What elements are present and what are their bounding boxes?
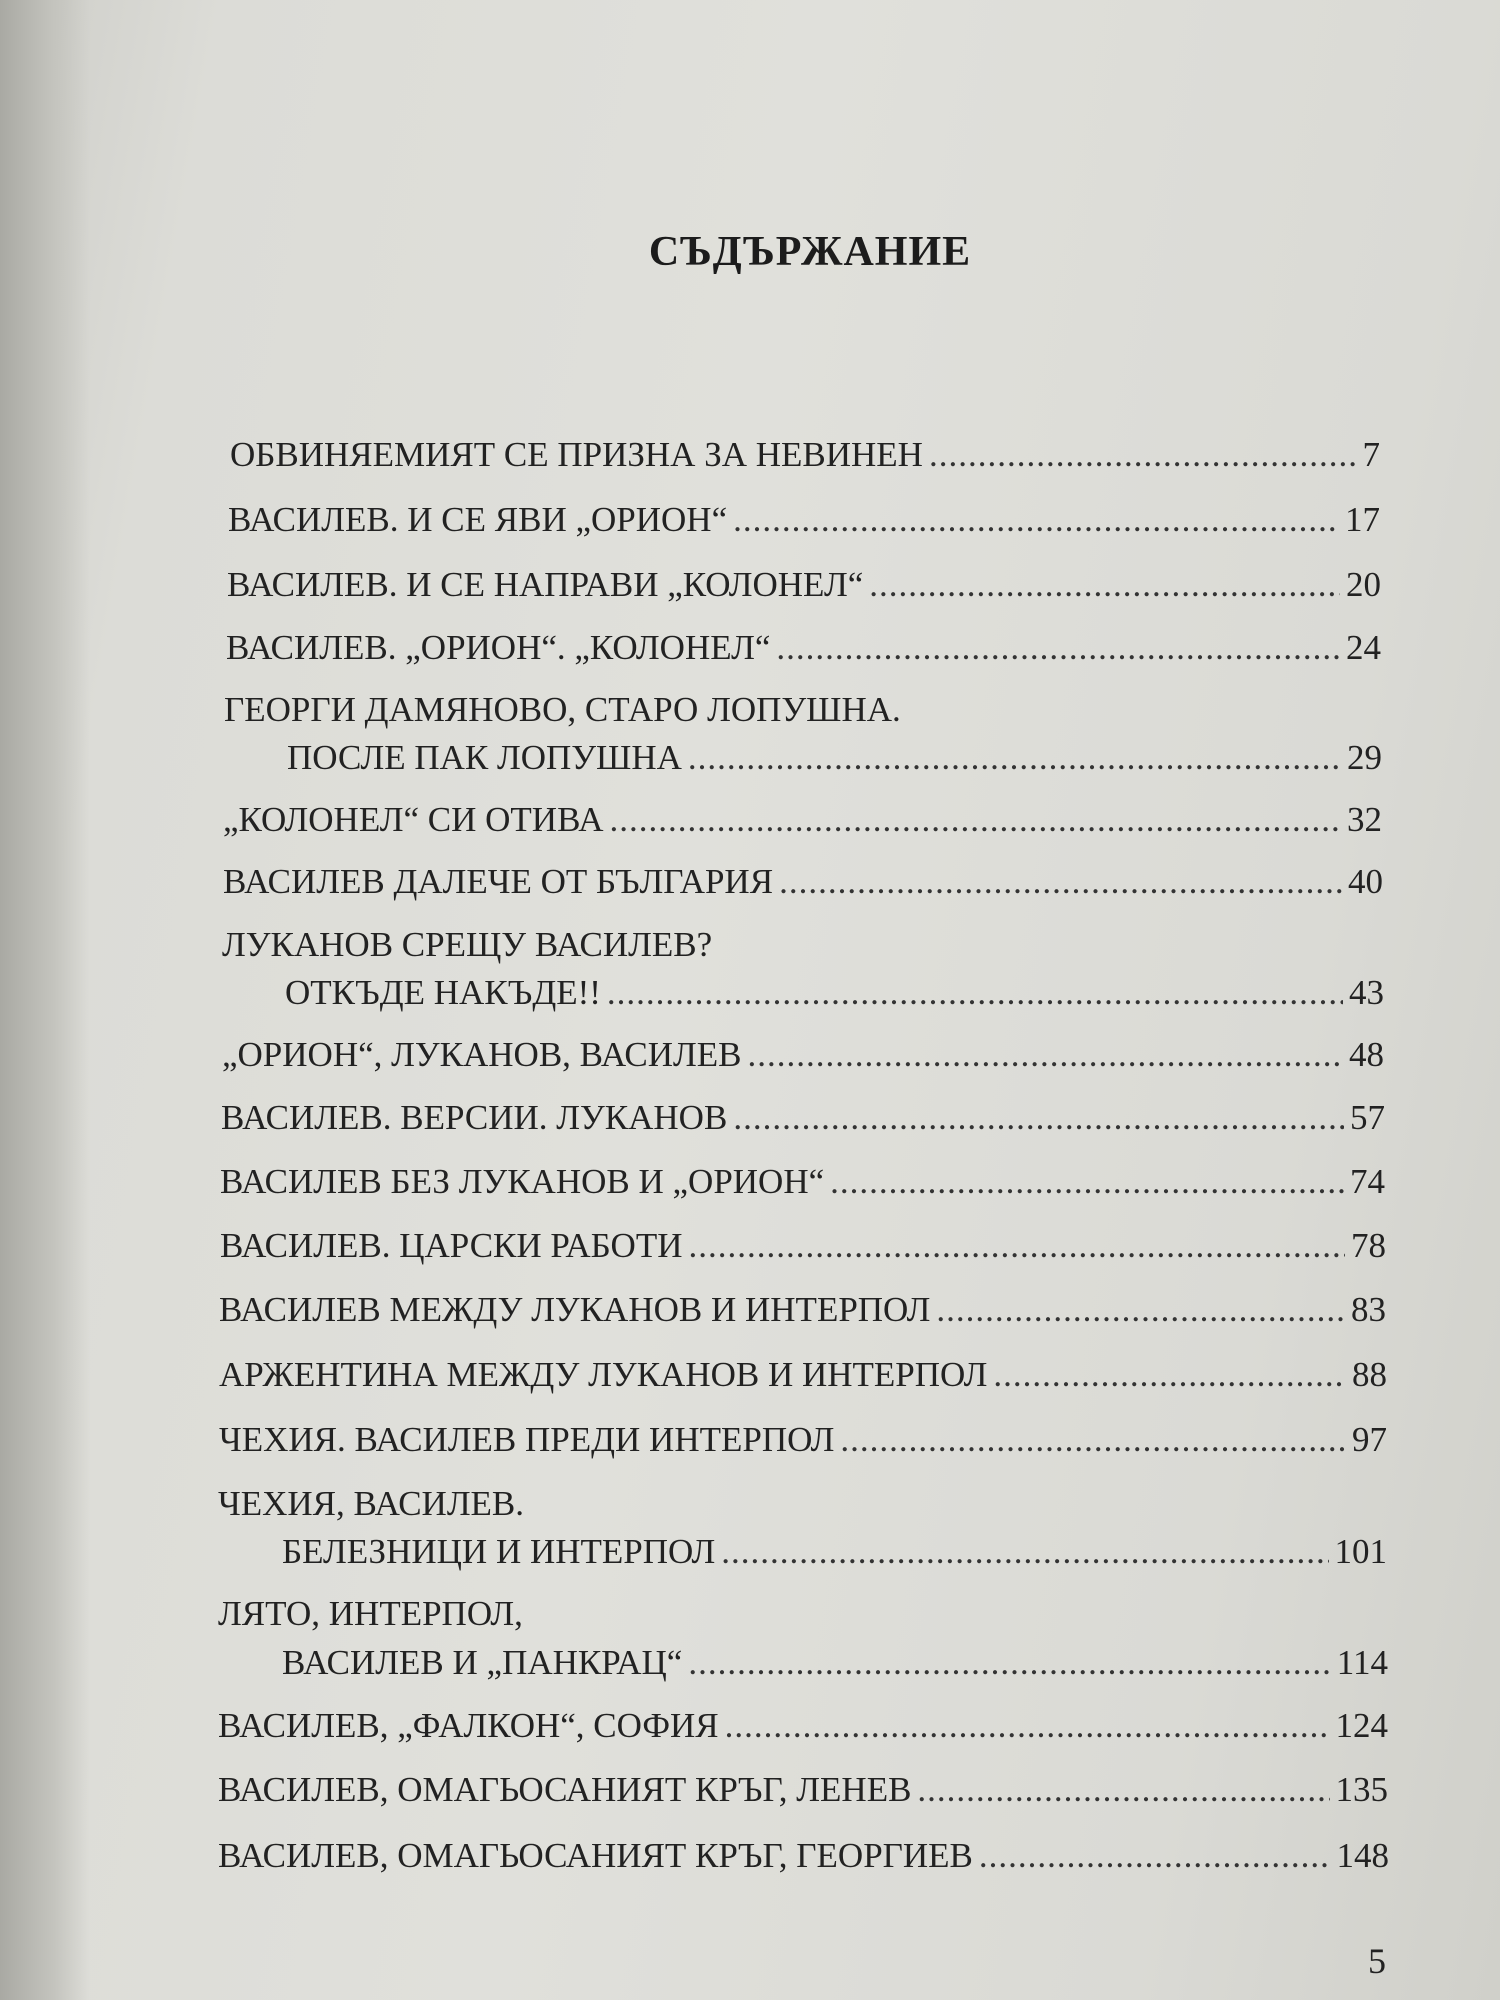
toc-entry-page: 20 — [1346, 565, 1381, 604]
toc-entry-title: АРЖЕНТИНА МЕЖДУ ЛУКАНОВ И ИНТЕРПОЛ — [219, 1355, 988, 1394]
toc-entry — [230, 435, 1380, 475]
toc-entry-title: ВАСИЛЕВ. „ОРИОН“. „КОЛОНЕЛ“ — [226, 628, 771, 667]
dot-leader — [979, 1836, 1331, 1876]
dot-leader — [688, 1643, 1330, 1683]
toc-entry-page: 88 — [1352, 1355, 1387, 1394]
toc-entry — [223, 800, 1382, 840]
toc-entry-title-line1: ЧЕХИЯ, ВАСИЛЕВ. — [218, 1484, 525, 1523]
dot-leader — [688, 738, 1341, 778]
toc-entry-page: 29 — [1347, 738, 1382, 777]
toc-entry — [218, 1706, 1388, 1746]
toc-entry-page: 48 — [1349, 1035, 1384, 1074]
toc-entry-page: 40 — [1348, 862, 1383, 901]
toc-entry-page: 78 — [1351, 1226, 1386, 1265]
toc-entry — [228, 500, 1380, 540]
toc-entry — [220, 1162, 1385, 1202]
toc-entry-title: ВАСИЛЕВ. И СЕ НАПРАВИ „КОЛОНЕЛ“ — [227, 565, 864, 604]
dot-leader — [869, 565, 1340, 605]
toc-entry-title: ВАСИЛЕВ. И СЕ ЯВИ „ОРИОН“ — [228, 500, 728, 539]
toc-entry-title: ВАСИЛЕВ, ОМАГЬОСАНИЯТ КРЪГ, ЛЕНЕВ — [218, 1770, 912, 1809]
toc-entry-title: ОБВИНЯЕМИЯТ СЕ ПРИЗНА ЗА НЕВИНЕН — [230, 435, 923, 474]
toc-entry — [218, 1770, 1388, 1810]
toc-entry-title: ОТКЪДЕ НАКЪДЕ!! — [285, 973, 601, 1012]
toc-entry — [285, 973, 1384, 1013]
toc-entry — [218, 1836, 1389, 1876]
toc-entry-title-line1: ЛУКАНОВ СРЕЩУ ВАСИЛЕВ? — [222, 925, 713, 964]
toc-entry — [287, 738, 1382, 778]
dot-leader — [733, 1098, 1344, 1138]
toc-entry-title: ВАСИЛЕВ. ВЕРСИИ. ЛУКАНОВ — [221, 1098, 728, 1137]
toc-entry-title: ВАСИЛЕВ, „ФАЛКОН“, СОФИЯ — [218, 1706, 719, 1745]
toc-entry-page: 17 — [1345, 500, 1380, 539]
toc-entry-title: ВАСИЛЕВ МЕЖДУ ЛУКАНОВ И ИНТЕРПОЛ — [219, 1290, 931, 1329]
toc-entry-page: 148 — [1336, 1836, 1389, 1875]
toc-entry-page: 101 — [1334, 1532, 1387, 1571]
toc-entry-page: 114 — [1336, 1643, 1388, 1682]
toc-entry-title: ВАСИЛЕВ ДАЛЕЧЕ ОТ БЪЛГАРИЯ — [223, 862, 774, 901]
toc-entry-page: 57 — [1350, 1098, 1385, 1137]
toc-entry-page: 97 — [1352, 1420, 1387, 1459]
page-number: 5 — [1368, 1941, 1386, 1981]
toc-entry-title: ЧЕХИЯ. ВАСИЛЕВ ПРЕДИ ИНТЕРПОЛ — [219, 1420, 835, 1459]
toc-entry — [221, 1098, 1385, 1138]
dot-leader — [688, 1226, 1345, 1266]
toc-entry-title: БЕЛЕЗНИЦИ И ИНТЕРПОЛ — [282, 1532, 716, 1571]
toc-entry-title: ВАСИЛЕВ БЕЗ ЛУКАНОВ И „ОРИОН“ — [220, 1162, 825, 1201]
dot-leader — [725, 1706, 1330, 1746]
toc-entry-page: 74 — [1350, 1162, 1385, 1201]
toc-entry-title: ВАСИЛЕВ. ЦАРСКИ РАБОТИ — [220, 1226, 683, 1265]
toc-entry-title: ПОСЛЕ ПАК ЛОПУШНА — [287, 738, 682, 777]
toc-entry — [282, 1532, 1387, 1572]
toc-entry — [222, 1035, 1384, 1075]
toc-entry-title: ВАСИЛЕВ, ОМАГЬОСАНИЯТ КРЪГ, ГЕОРГИЕВ — [218, 1836, 973, 1875]
toc-entry-page: 7 — [1362, 435, 1380, 474]
dot-leader — [917, 1770, 1329, 1810]
dot-leader — [776, 628, 1340, 668]
dot-leader — [747, 1035, 1343, 1075]
toc-entry-page: 43 — [1349, 973, 1384, 1012]
dot-leader — [733, 500, 1339, 540]
toc-entry — [219, 1420, 1387, 1460]
toc-entry-title: ВАСИЛЕВ И „ПАНКРАЦ“ — [282, 1643, 683, 1682]
toc-entry — [282, 1643, 1388, 1683]
toc-entry-page: 135 — [1335, 1770, 1388, 1809]
dot-leader — [993, 1355, 1346, 1395]
toc-entry — [219, 1355, 1387, 1395]
toc-entry — [227, 565, 1381, 605]
dot-leader — [830, 1162, 1344, 1202]
toc-entry — [219, 1290, 1386, 1330]
toc-entry-title-line1: ГЕОРГИ ДАМЯНОВО, СТАРО ЛОПУШНА. — [224, 690, 901, 729]
toc-entry — [220, 1226, 1386, 1266]
toc-entry-page: 83 — [1351, 1290, 1386, 1329]
toc-entry-page: 124 — [1335, 1706, 1388, 1745]
dot-leader — [779, 862, 1342, 902]
dot-leader — [929, 435, 1357, 475]
toc-entry-title: „ОРИОН“, ЛУКАНОВ, ВАСИЛЕВ — [222, 1035, 742, 1074]
toc-entry-page: 32 — [1347, 800, 1382, 839]
dot-leader — [610, 800, 1342, 840]
toc-entry-title-line1: ЛЯТО, ИНТЕРПОЛ, — [218, 1594, 523, 1633]
dot-leader — [840, 1420, 1346, 1460]
dot-leader — [607, 973, 1343, 1013]
toc-entry — [223, 862, 1383, 902]
toc-entry-title: „КОЛОНЕЛ“ СИ ОТИВА — [223, 800, 604, 839]
toc-entry-page: 24 — [1346, 628, 1381, 667]
dot-leader — [721, 1532, 1328, 1572]
toc-entry — [226, 628, 1381, 668]
page-title: СЪДЪРЖАНИЕ — [648, 229, 972, 275]
dot-leader — [936, 1290, 1345, 1330]
